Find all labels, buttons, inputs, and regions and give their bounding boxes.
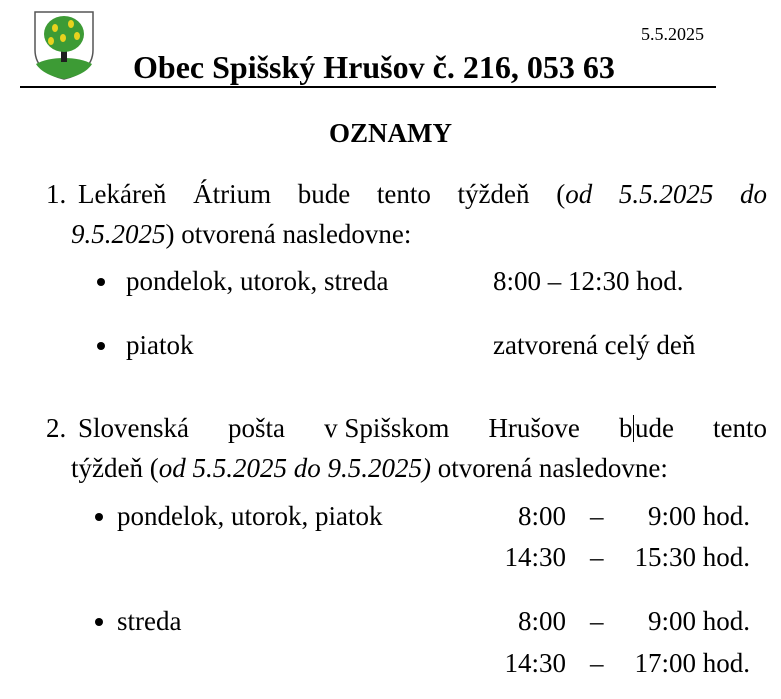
notice-1-item-1 bbox=[97, 265, 105, 297]
notice-2-line-1 bbox=[78, 412, 767, 444]
notice-1-number: 1. bbox=[46, 179, 67, 209]
word-part: ude bbox=[634, 413, 674, 443]
word: Slovenská bbox=[78, 413, 189, 443]
word: tento bbox=[376, 179, 431, 209]
word-bude bbox=[619, 412, 674, 444]
notice-2-item-2-label: streda bbox=[117, 606, 182, 636]
paren: ( bbox=[556, 179, 566, 209]
bullet-icon bbox=[95, 618, 103, 626]
notice-1-item-2-value: zatvorená celý deň bbox=[493, 330, 696, 360]
time-from: 8:00 bbox=[517, 501, 566, 531]
word: od bbox=[565, 179, 593, 209]
word: do bbox=[740, 179, 767, 209]
page-heading: OZNAMY bbox=[329, 118, 452, 148]
time-dash: – bbox=[590, 606, 604, 636]
word: Lekáreň bbox=[78, 179, 167, 209]
time-from: 8:00 bbox=[517, 606, 566, 636]
notice-1-item-2 bbox=[97, 329, 105, 361]
pear-tree-crest-icon bbox=[33, 10, 95, 80]
word-part: b bbox=[618, 413, 633, 443]
time-to: 15:30 hod. bbox=[634, 542, 750, 572]
bullet-icon bbox=[97, 278, 105, 286]
time-to: 9:00 hod. bbox=[647, 606, 750, 636]
line-start: týždeň ( bbox=[71, 453, 159, 483]
time-dash: – bbox=[590, 542, 604, 572]
italic-dates: od 5.5.2025 do 9.5.2025) bbox=[158, 453, 431, 483]
notice-2-item-1-label: pondelok, utorok, piatok bbox=[117, 501, 383, 531]
time-to: 17:00 hod. bbox=[634, 648, 750, 678]
word: tento bbox=[713, 413, 767, 443]
notice-2-item-2 bbox=[95, 605, 103, 637]
italic-date: 9.5.2025 bbox=[71, 219, 166, 249]
word: 5.5.2025 bbox=[618, 179, 714, 209]
notice-2-number: 2. bbox=[46, 413, 67, 443]
municipality-title: Obec Spišský Hrušov č. 216, 053 63 bbox=[133, 49, 615, 85]
header-rule bbox=[20, 86, 716, 88]
word: bude bbox=[297, 179, 351, 209]
word: v Spišskom bbox=[324, 413, 450, 443]
word: Hrušove bbox=[488, 413, 580, 443]
line-rest: ) otvorená nasledovne: bbox=[165, 219, 412, 249]
notice-2-line-2 bbox=[71, 452, 668, 484]
time-from: 14:30 bbox=[504, 542, 566, 572]
notice-1-item-2-label: piatok bbox=[126, 330, 194, 360]
time-to: 9:00 hod. bbox=[647, 501, 750, 531]
time-dash: – bbox=[590, 501, 604, 531]
bullet-icon bbox=[95, 513, 103, 521]
document-date: 5.5.2025 bbox=[641, 24, 704, 44]
time-dash: – bbox=[590, 648, 604, 678]
word: Átrium bbox=[193, 179, 272, 209]
word: pošta bbox=[228, 413, 286, 443]
notice-1-item-1-value: 8:00 – 12:30 hod. bbox=[493, 266, 684, 296]
word: týždeň bbox=[457, 179, 530, 209]
notice-1-line-1 bbox=[78, 178, 767, 210]
line-rest: otvorená nasledovne: bbox=[430, 453, 668, 483]
notice-1-item-1-label: pondelok, utorok, streda bbox=[126, 266, 389, 296]
notice-2-item-1 bbox=[95, 500, 103, 532]
notice-1-line-2 bbox=[71, 218, 411, 250]
time-from: 14:30 bbox=[504, 648, 566, 678]
bullet-icon bbox=[97, 342, 105, 350]
